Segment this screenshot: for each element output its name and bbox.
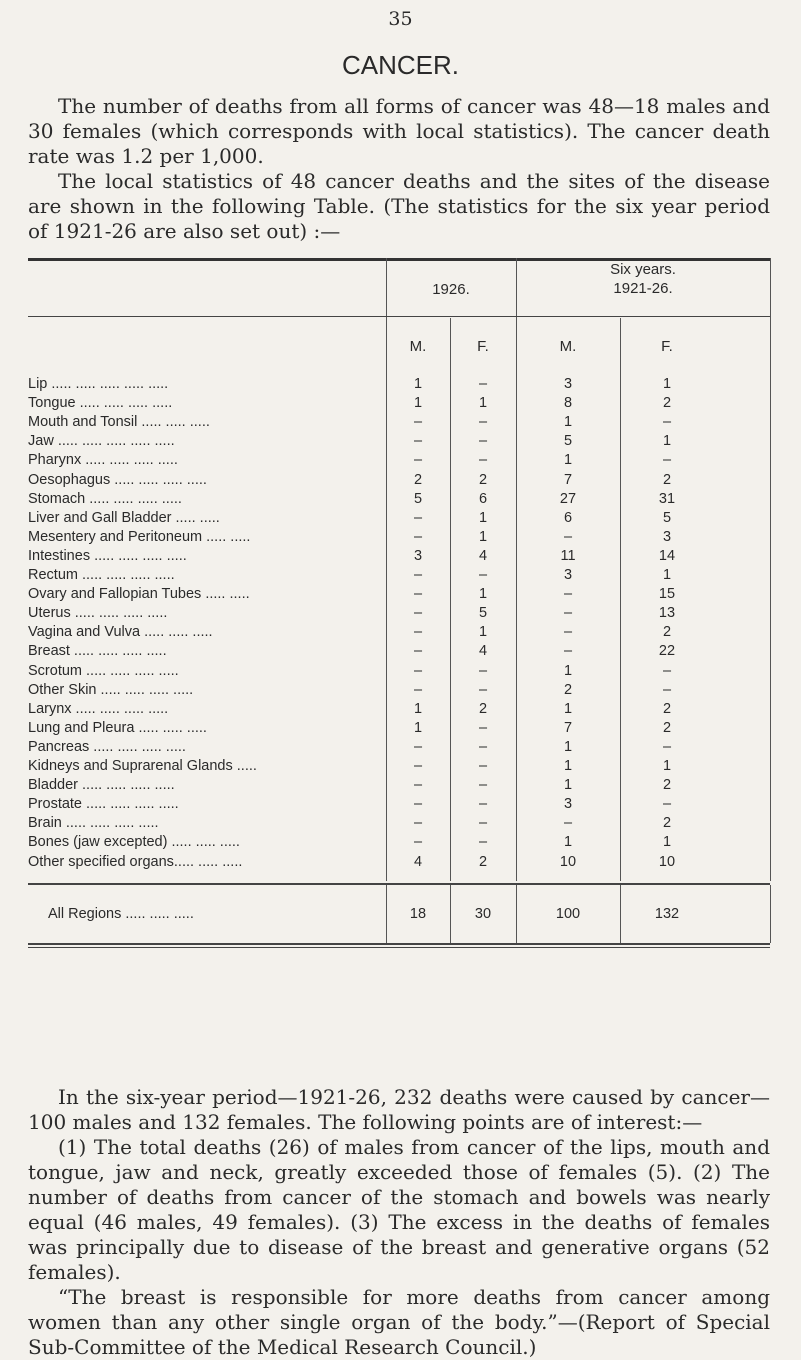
row-value: 1 (662, 758, 672, 774)
row-value: 8 (563, 395, 573, 412)
row-label: Kidneys and Suprarenal Glands ..... (28, 758, 257, 774)
row-value: – (563, 586, 573, 603)
table-row (28, 433, 770, 452)
row-value: – (413, 738, 423, 755)
column-divider (386, 885, 387, 943)
row-label: Scrotum ..... ..... ..... ..... (28, 662, 179, 679)
row-value: 1 (563, 758, 573, 774)
row-value: 1 (478, 395, 488, 412)
row-value: 2 (662, 719, 672, 736)
row-label: Liver and Gall Bladder ..... ..... (28, 509, 220, 526)
column-divider (770, 258, 771, 881)
row-label: Mesentery and Peritoneum ..... ..... (28, 528, 251, 545)
row-value: 2 (478, 853, 488, 870)
table-row (28, 777, 770, 796)
row-value: 6 (563, 509, 573, 526)
row-value: 7 (563, 471, 573, 488)
row-value: – (413, 605, 423, 622)
row-label: Jaw ..... ..... ..... ..... ..... (28, 433, 175, 450)
outro-text (28, 1085, 770, 1360)
row-label: Lip ..... ..... ..... ..... ..... (28, 376, 169, 392)
row-value: – (413, 509, 423, 526)
page-title: CANCER. (341, 50, 459, 80)
total-rule (28, 883, 770, 885)
table-row (28, 395, 770, 414)
table-row (28, 701, 770, 720)
row-value: 3 (413, 547, 423, 564)
row-value: – (413, 758, 423, 774)
row-label: Uterus ..... ..... ..... ..... (28, 605, 168, 622)
row-label: Mouth and Tonsil ..... ..... ..... (28, 414, 210, 431)
header-rule (28, 316, 770, 317)
intro-paragraph: The local statistics of 48 cancer deaths and the sites of the disease are shown in the following Table. (The statistics for the six year period of 1921-26 are also set out) :— (28, 169, 770, 243)
row-value: – (413, 624, 423, 641)
row-value: 2 (662, 471, 672, 488)
row-value: – (563, 624, 573, 641)
table-row (28, 510, 770, 529)
row-value: – (478, 376, 488, 392)
table-row (28, 815, 770, 834)
column-divider (770, 885, 771, 943)
header-six-years: Six years. 1921-26. (610, 261, 676, 297)
row-value: 10 (658, 853, 676, 870)
row-value: 7 (563, 719, 573, 736)
row-value: 1 (413, 395, 423, 412)
outro-quote: “The breast is responsible for more deaths from cancer among women than any other single organ of the body.”—(Report of Special Sub-Committee of the Medical Research Council.) (28, 1285, 770, 1359)
row-value: 3 (563, 796, 573, 813)
row-value: – (563, 815, 573, 832)
row-value: 4 (478, 643, 488, 660)
intro-text (28, 94, 770, 244)
row-value: 3 (563, 567, 573, 583)
row-label: Other specified organs..... ..... ..... (28, 853, 243, 870)
total-value: 30 (474, 906, 492, 922)
row-value: 2 (478, 700, 488, 717)
row-value: 14 (658, 547, 676, 564)
row-value: – (478, 662, 488, 679)
row-value: 2 (662, 815, 672, 832)
row-value: – (478, 796, 488, 813)
row-label: Tongue ..... ..... ..... ..... (28, 395, 173, 412)
row-label: Prostate ..... ..... ..... ..... (28, 796, 179, 813)
row-value: 1 (478, 509, 488, 526)
row-value: – (478, 719, 488, 736)
table-row (28, 605, 770, 624)
row-value: – (478, 567, 488, 583)
outro-paragraph: In the six-year period—1921-26, 232 deaths were caused by cancer—100 males and 132 females. The following points are of interest:— (28, 1085, 770, 1134)
row-value: – (662, 414, 672, 431)
row-value: 10 (559, 853, 577, 870)
row-value: – (413, 452, 423, 469)
row-value: – (662, 738, 672, 755)
total-label: All Regions ..... ..... ..... (48, 906, 194, 922)
total-value: 18 (409, 906, 427, 922)
row-value: 6 (478, 490, 488, 507)
row-label: Brain ..... ..... ..... ..... (28, 815, 159, 832)
total-value: 100 (555, 906, 581, 922)
row-label: Bladder ..... ..... ..... ..... (28, 777, 175, 794)
row-value: 1 (478, 624, 488, 641)
row-label: Breast ..... ..... ..... ..... (28, 643, 167, 660)
row-value: 31 (658, 490, 676, 507)
row-value: 3 (662, 528, 672, 545)
row-label: Pharynx ..... ..... ..... ..... (28, 452, 178, 469)
row-value: – (413, 643, 423, 660)
table-row (28, 548, 770, 567)
total-row (28, 906, 770, 925)
column-header: M. (559, 338, 577, 355)
row-value: 1 (563, 834, 573, 851)
column-divider (450, 885, 451, 943)
row-value: 1 (413, 700, 423, 717)
row-value: – (413, 777, 423, 794)
row-value: 2 (478, 471, 488, 488)
row-value: 2 (662, 624, 672, 641)
row-value: 1 (563, 414, 573, 431)
row-value: – (662, 796, 672, 813)
row-value: – (413, 586, 423, 603)
row-value: – (413, 414, 423, 431)
column-divider (516, 885, 517, 943)
table-row (28, 643, 770, 662)
row-value: – (478, 815, 488, 832)
column-header: F. (477, 338, 489, 355)
row-value: 5 (563, 433, 573, 450)
table-row (28, 720, 770, 739)
row-value: 2 (662, 395, 672, 412)
row-label: Pancreas ..... ..... ..... ..... (28, 738, 186, 755)
row-value: – (478, 758, 488, 774)
table-row (28, 739, 770, 758)
table-row (28, 624, 770, 643)
row-value: – (563, 605, 573, 622)
row-value: 1 (563, 777, 573, 794)
row-value: – (662, 662, 672, 679)
row-value: 22 (658, 643, 676, 660)
row-value: 13 (658, 605, 676, 622)
row-value: 1 (563, 700, 573, 717)
row-value: – (413, 834, 423, 851)
table-row (28, 586, 770, 605)
table-row (28, 796, 770, 815)
row-value: 2 (413, 471, 423, 488)
row-value: 2 (662, 777, 672, 794)
row-value: 1 (662, 834, 672, 851)
row-value: 1 (413, 376, 423, 392)
table-bottom-rule (28, 947, 770, 948)
column-header: F. (661, 338, 673, 355)
row-value: 3 (563, 376, 573, 392)
row-value: – (413, 433, 423, 450)
row-value: – (478, 414, 488, 431)
row-value: 4 (413, 853, 423, 870)
table-row (28, 452, 770, 471)
row-value: 11 (560, 547, 576, 564)
row-value: 1 (478, 586, 488, 603)
row-label: Lung and Pleura ..... ..... ..... (28, 719, 207, 736)
row-label: Oesophagus ..... ..... ..... ..... (28, 471, 207, 488)
table-row (28, 472, 770, 491)
row-value: 1 (413, 719, 423, 736)
intro-paragraph: The number of deaths from all forms of cancer was 48—18 males and 30 females (which corresponds with local statistics). The cancer death rate was 1.2 per 1,000. (28, 94, 770, 168)
table-row (28, 758, 770, 777)
row-value: 1 (478, 528, 488, 545)
page-number: 35 (388, 8, 413, 30)
row-value: 1 (563, 738, 573, 755)
row-value: – (413, 528, 423, 545)
row-value: 5 (413, 490, 423, 507)
row-value: – (413, 681, 423, 698)
table-bottom-rule (28, 943, 770, 945)
table-row (28, 854, 770, 873)
row-label: Bones (jaw excepted) ..... ..... ..... (28, 834, 240, 851)
table-row (28, 414, 770, 433)
table-row (28, 682, 770, 701)
row-value: – (478, 834, 488, 851)
row-value: 4 (478, 547, 488, 564)
table-row (28, 376, 770, 395)
total-value: 132 (654, 906, 680, 922)
row-value: 1 (662, 433, 672, 450)
table-row (28, 663, 770, 682)
row-value: – (478, 681, 488, 698)
row-value: – (563, 528, 573, 545)
row-label: Vagina and Vulva ..... ..... ..... (28, 624, 213, 641)
row-label: Other Skin ..... ..... ..... ..... (28, 681, 194, 698)
row-value: – (563, 643, 573, 660)
row-label: Intestines ..... ..... ..... ..... (28, 547, 187, 564)
row-value: 15 (658, 586, 676, 603)
row-value: – (413, 796, 423, 813)
row-value: 1 (563, 452, 573, 469)
row-value: – (478, 777, 488, 794)
row-value: – (662, 681, 672, 698)
row-value: 2 (662, 700, 672, 717)
header-1926: 1926. (432, 281, 470, 298)
row-value: – (413, 662, 423, 679)
table-row (28, 491, 770, 510)
row-value: 27 (559, 490, 577, 507)
row-value: – (478, 433, 488, 450)
row-value: 2 (563, 681, 573, 698)
table-row (28, 529, 770, 548)
row-label: Stomach ..... ..... ..... ..... (28, 490, 182, 507)
row-value: 1 (563, 662, 573, 679)
column-divider (620, 885, 621, 943)
row-value: 1 (662, 376, 672, 392)
row-value: – (478, 452, 488, 469)
row-value: 5 (478, 605, 488, 622)
row-value: – (478, 738, 488, 755)
row-value: – (413, 815, 423, 832)
table-row (28, 834, 770, 853)
row-value: 1 (662, 567, 672, 583)
row-value: – (413, 567, 423, 583)
row-label: Ovary and Fallopian Tubes ..... ..... (28, 586, 250, 603)
row-label: Larynx ..... ..... ..... ..... (28, 700, 169, 717)
column-header: M. (409, 338, 427, 355)
row-label: Rectum ..... ..... ..... ..... (28, 567, 175, 583)
row-value: – (662, 452, 672, 469)
table-row (28, 567, 770, 586)
row-value: 5 (662, 509, 672, 526)
outro-paragraph: (1) The total deaths (26) of males from cancer of the lips, mouth and tongue, jaw and neck, greatly exceeded those of females (5). (2) The number of deaths from cancer of the stomach and bowels was nearly equal (46 males, 49 females). (3) The excess in the deaths of females was principally due to disease of the breast and generative organs (52 females). (28, 1135, 770, 1284)
